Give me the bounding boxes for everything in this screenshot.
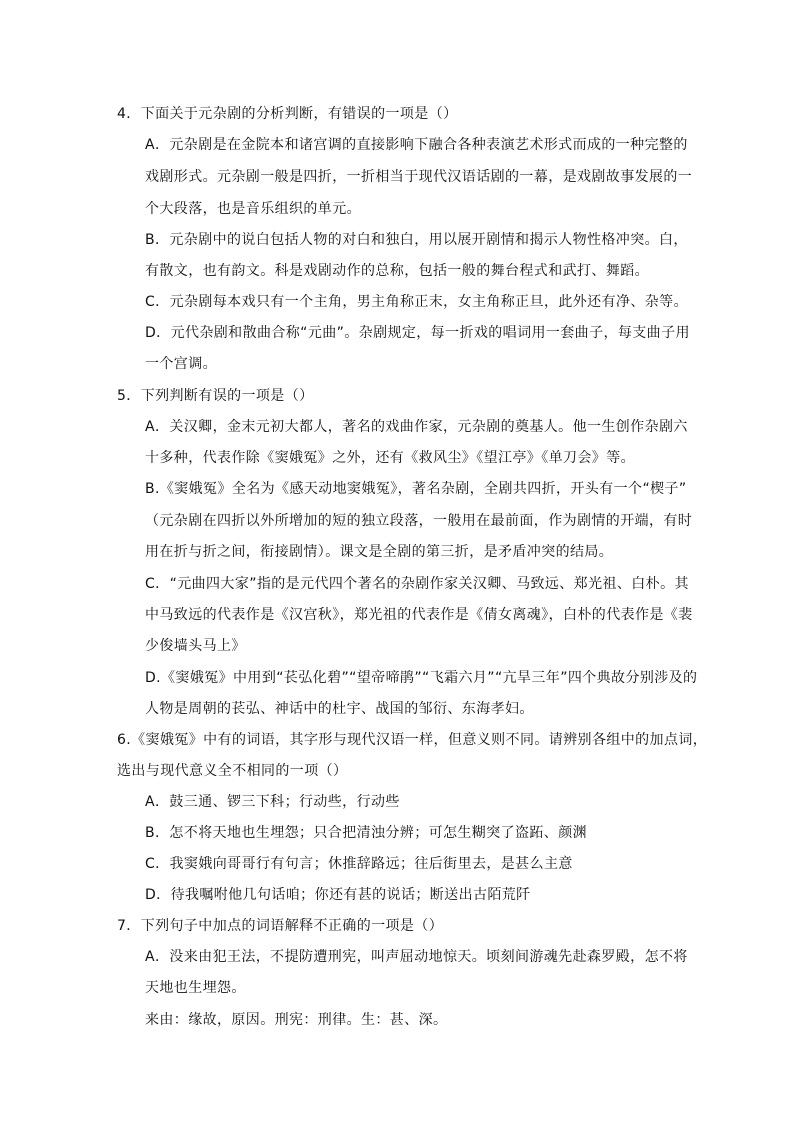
question-6-option-d: D．待我嘱咐他几句话咱；你还有甚的说话；断送出古陌荒阡 — [145, 887, 531, 903]
question-4-option-a-line-2: 戏剧形式。元杂剧一般是四折，一折相当于现代汉语话剧的一幕，是戏剧故事发展的一 — [145, 169, 693, 185]
question-5-option-c-line-1: C．“元曲四大家”指的是元代四个著名的杂剧作家关汉卿、马致远、郑光祖、白朴。其 — [145, 576, 689, 592]
question-5-option-c-line-3: 少俊墙头马上》 — [145, 638, 246, 654]
question-5-option-a-line-2: 十多种，代表作除《窦娥冤》之外，还有《救风尘》《望江亭》《单刀会》等。 — [145, 450, 635, 466]
question-6-stem-line-1: 6.《窦娥冤》中有的词语，其字形与现代汉语一样，但意义则不同。请辨别各组中的加点词， — [117, 732, 708, 748]
question-4-option-b-line-2: 有散文，也有韵文。科是戏剧动作的总称，包括一般的舞台程式和武打、舞蹈。 — [145, 263, 649, 279]
question-7-stem: 7．下列句子中加点的词语解释不正确的一项是（） — [117, 918, 444, 934]
question-4-option-d-line-2: 一个宫调。 — [145, 356, 217, 372]
question-5-option-d-line-2: 人物是周朝的苌弘、神话中的杜宇、战国的邹衍、东海孝妇。 — [145, 701, 534, 717]
question-5-option-b-line-1: B.《窦娥冤》全名为《感天动地窦娥冤》，著名杂剧，全剧共四折，开头有一个“楔子” — [145, 481, 687, 497]
question-4-option-a-line-3: 个大段落，也是音乐组织的单元。 — [145, 201, 361, 217]
question-7-explanation: 来由：缘故，原因。刑宪：刑律。生：甚、深。 — [145, 1012, 448, 1028]
question-6-option-a: A．鼓三通、锣三下科；行动些，行动些 — [145, 794, 400, 810]
question-5-option-c-line-2: 中马致远的代表作是《汉宫秋》，郑光祖的代表作是《倩女离魂》，白朴的代表作是《裴 — [145, 607, 693, 623]
question-4-option-a-line-1: A．元杂剧是在金院本和诸宫调的直接影响下融合各种表演艺术形式而成的一种完整的 — [145, 137, 688, 153]
question-5-stem: 5．下列判断有误的一项是（） — [117, 388, 314, 404]
question-4-option-c: C．元杂剧每本戏只有一个主角，男主角称正末，女主角称正旦，此外还有净、杂等。 — [145, 294, 688, 310]
question-7-option-a-line-2: 天地也生埋怨。 — [145, 980, 246, 996]
question-5-option-b-line-2: （元杂剧在四折以外所增加的短的独立段落，一般用在最前面，作为剧情的开端，有时 — [145, 513, 693, 529]
question-6-option-b: B．怎不将天地也生埋怨；只合把清浊分辨；可怎生糊突了盗跖、颜渊 — [145, 825, 588, 841]
question-5-option-d-line-1: D.《窦娥冤》中用到“苌弘化碧”“望帝啼鹃”“飞霜六月”“亢旱三年”四个典故分别涉及的 — [145, 670, 698, 686]
question-4-option-b-line-1: B．元杂剧中的说白包括人物的对白和独白，用以展开剧情和揭示人物性格冲突。白， — [145, 232, 688, 248]
question-6-stem-line-2: 选出与现代意义全不相同的一项（） — [117, 763, 348, 779]
question-5-option-b-line-3: 用在折与折之间，衔接剧情）。课文是全剧的第三折，是矛盾冲突的结局。 — [145, 544, 614, 560]
question-7-option-a-line-1: A．没来由犯王法，不提防遭刑宪，叫声屈动地惊天。顷刻间游魂先赴森罗殿，怎不将 — [145, 949, 688, 965]
question-5-option-a-line-1: A．关汉卿，金末元初大都人，著名的戏曲作家，元杂剧的奠基人。他一生创作杂剧六 — [145, 419, 688, 435]
question-4-option-d-line-1: D．元代杂剧和散曲合称“元曲”。杂剧规定，每一折戏的唱词用一套曲子，每支曲子用 — [145, 325, 690, 341]
question-6-option-c: C．我窦娥向哥哥行有句言；休推辞路远；往后街里去，是甚么主意 — [145, 856, 573, 872]
question-4-stem: 4．下面关于元杂剧的分析判断，有错误的一项是（） — [117, 106, 458, 122]
